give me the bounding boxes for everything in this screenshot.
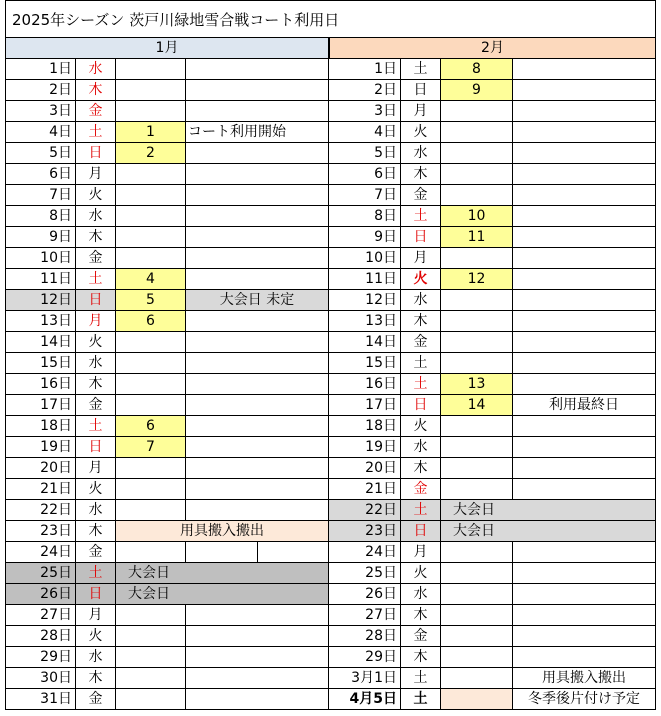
feb-usage-count (441, 101, 513, 122)
feb-weekday-cell: 木 (401, 164, 441, 185)
feb-weekday-cell: 火 (401, 122, 441, 143)
feb-day-cell: 25日 (329, 563, 401, 584)
feb-day-cell: 27日 (329, 605, 401, 626)
jan-usage-count (116, 353, 186, 374)
jan-weekday-cell: 月 (76, 458, 116, 479)
jan-weekday-cell: 火 (76, 479, 116, 500)
jan-day-cell: 6日 (5, 164, 76, 185)
feb-weekday-cell: 月 (401, 542, 441, 563)
feb-weekday-cell: 水 (401, 437, 441, 458)
jan-note-cell (186, 332, 329, 353)
jan-day-cell: 16日 (5, 374, 76, 395)
feb-tournament-cell (441, 521, 656, 542)
feb-day-cell: 16日 (329, 374, 401, 395)
jan-day-cell: 10日 (5, 248, 76, 269)
jan-weekday-cell: 水 (76, 353, 116, 374)
jan-note-cell (186, 227, 329, 248)
jan-day-cell: 19日 (5, 437, 76, 458)
feb-weekday-cell: 水 (401, 290, 441, 311)
feb-note-cell (513, 458, 656, 479)
jan-weekday-cell: 水 (76, 500, 116, 521)
jan-usage-count: 4 (116, 269, 186, 290)
jan-note-cell (186, 353, 329, 374)
jan-day-cell: 17日 (5, 395, 76, 416)
feb-note-cell (513, 626, 656, 647)
jan-note-cell (186, 164, 329, 185)
feb-note-cell (513, 437, 656, 458)
jan-note-cell (186, 374, 329, 395)
feb-usage-count (441, 689, 513, 710)
jan-weekday-cell: 月 (76, 605, 116, 626)
jan-weekday-cell: 土 (76, 122, 116, 143)
feb-usage-count (441, 290, 513, 311)
jan-weekday-cell: 火 (76, 626, 116, 647)
jan-tournament-cell (116, 563, 329, 584)
feb-note-cell (513, 101, 656, 122)
feb-note-cell (513, 122, 656, 143)
feb-note-cell: 用具搬入搬出 (513, 668, 656, 689)
feb-usage-count (441, 605, 513, 626)
jan-weekday-cell: 金 (76, 395, 116, 416)
feb-weekday-cell: 木 (401, 311, 441, 332)
feb-usage-count (441, 563, 513, 584)
jan-usage-count: 7 (116, 437, 186, 458)
jan-day-cell: 4日 (5, 122, 76, 143)
feb-day-cell: 21日 (329, 479, 401, 500)
feb-day-cell: 19日 (329, 437, 401, 458)
feb-usage-count (441, 479, 513, 500)
feb-usage-count: 8 (441, 59, 513, 80)
jan-weekday-cell: 土 (76, 563, 116, 584)
jan-note-cell (186, 689, 329, 710)
feb-weekday-cell: 水 (401, 143, 441, 164)
jan-weekday-cell: 日 (76, 290, 116, 311)
jan-weekday-cell: 水 (76, 647, 116, 668)
feb-day-cell: 7日 (329, 185, 401, 206)
jan-usage-count (116, 227, 186, 248)
feb-usage-count (441, 437, 513, 458)
feb-note-cell: 冬季後片付け予定 (513, 689, 656, 710)
feb-note-cell (513, 542, 656, 563)
jan-usage-count: 1 (116, 122, 186, 143)
jan-note-cell (186, 479, 329, 500)
feb-day-cell: 6日 (329, 164, 401, 185)
feb-day-cell: 28日 (329, 626, 401, 647)
feb-usage-count (441, 416, 513, 437)
jan-usage-count: 6 (116, 311, 186, 332)
feb-weekday-cell: 金 (401, 626, 441, 647)
jan-usage-count (116, 80, 186, 101)
feb-weekday-cell: 水 (401, 584, 441, 605)
feb-weekday-cell: 木 (401, 647, 441, 668)
jan-weekday-cell: 木 (76, 668, 116, 689)
feb-usage-count: 9 (441, 80, 513, 101)
jan-tournament-cell (116, 584, 329, 605)
feb-day-cell: 17日 (329, 395, 401, 416)
jan-weekday-cell: 日 (76, 584, 116, 605)
jan-day-cell: 28日 (5, 626, 76, 647)
jan-usage-count (116, 332, 186, 353)
jan-note-cell (186, 101, 329, 122)
jan-day-cell: 7日 (5, 185, 76, 206)
feb-note-cell (513, 143, 656, 164)
jan-weekday-cell: 木 (76, 80, 116, 101)
jan-day-cell: 13日 (5, 311, 76, 332)
jan-weekday-cell: 土 (76, 416, 116, 437)
jan-usage-count (116, 605, 186, 626)
feb-note-cell (513, 332, 656, 353)
feb-weekday-cell: 土 (401, 59, 441, 80)
feb-weekday-cell: 日 (401, 80, 441, 101)
feb-usage-count (441, 143, 513, 164)
jan-day-cell: 22日 (5, 500, 76, 521)
jan-day-cell: 24日 (5, 542, 76, 563)
feb-day-cell: 12日 (329, 290, 401, 311)
feb-usage-count (441, 122, 513, 143)
feb-day-cell: 23日 (329, 521, 401, 542)
jan-day-cell: 21日 (5, 479, 76, 500)
jan-weekday-cell: 金 (76, 542, 116, 563)
jan-day-cell: 8日 (5, 206, 76, 227)
feb-usage-count: 12 (441, 269, 513, 290)
feb-weekday-cell: 金 (401, 332, 441, 353)
feb-note-cell (513, 311, 656, 332)
jan-day-cell: 1日 (5, 59, 76, 80)
jan-weekday-cell: 日 (76, 143, 116, 164)
jan-note-cell (186, 605, 329, 626)
jan-day-cell: 18日 (5, 416, 76, 437)
jan-equipment-note: 用具搬入搬出 (116, 521, 329, 542)
feb-usage-count (441, 332, 513, 353)
tournament-label: 大会日 (128, 586, 170, 602)
jan-weekday-cell: 木 (76, 521, 116, 542)
feb-weekday-cell: 月 (401, 101, 441, 122)
jan-note-cell (186, 437, 329, 458)
tournament-label: 大会日 (453, 502, 495, 518)
feb-usage-count: 13 (441, 374, 513, 395)
jan-usage-count (116, 458, 186, 479)
feb-usage-count (441, 584, 513, 605)
feb-weekday-cell: 土 (401, 668, 441, 689)
feb-note-cell (513, 647, 656, 668)
feb-weekday-cell: 火 (401, 269, 441, 290)
feb-weekday-cell: 土 (401, 374, 441, 395)
jan-note-cell (186, 458, 329, 479)
feb-note-cell (513, 80, 656, 101)
jan-note-cell (186, 80, 329, 101)
jan-day-cell: 11日 (5, 269, 76, 290)
jan-usage-count (116, 647, 186, 668)
sheet-title: 2025年シーズン 茨戸川緑地雪合戦コート利用日 (5, 0, 656, 38)
feb-note-cell (513, 206, 656, 227)
jan-usage-count: 5 (116, 290, 186, 311)
jan-day-cell: 23日 (5, 521, 76, 542)
jan-usage-count (116, 668, 186, 689)
feb-day-cell: 20日 (329, 458, 401, 479)
feb-day-cell: 14日 (329, 332, 401, 353)
feb-day-cell: 15日 (329, 353, 401, 374)
feb-note-cell (513, 164, 656, 185)
jan-day-cell: 9日 (5, 227, 76, 248)
jan-note-cell (186, 500, 329, 521)
feb-weekday-cell: 火 (401, 563, 441, 584)
feb-day-cell: 4月5日 (329, 689, 401, 710)
jan-day-cell: 29日 (5, 647, 76, 668)
feb-usage-count: 14 (441, 395, 513, 416)
jan-note-cell (186, 143, 329, 164)
jan-note-cell (186, 626, 329, 647)
jan-day-cell: 27日 (5, 605, 76, 626)
jan-day-cell: 2日 (5, 80, 76, 101)
jan-day-cell: 20日 (5, 458, 76, 479)
feb-weekday-cell: 木 (401, 458, 441, 479)
feb-day-cell: 5日 (329, 143, 401, 164)
jan-day-cell: 3日 (5, 101, 76, 122)
jan-day-cell: 31日 (5, 689, 76, 710)
jan-day-cell: 26日 (5, 584, 76, 605)
jan-usage-count (116, 164, 186, 185)
jan-day-cell: 12日 (5, 290, 76, 311)
jan-weekday-cell: 木 (76, 227, 116, 248)
feb-usage-count (441, 185, 513, 206)
feb-usage-count: 11 (441, 227, 513, 248)
feb-day-cell: 29日 (329, 647, 401, 668)
feb-note-cell (513, 269, 656, 290)
feb-day-cell: 11日 (329, 269, 401, 290)
feb-tournament-cell (441, 500, 656, 521)
feb-weekday-cell: 月 (401, 248, 441, 269)
jan-note-cell (186, 206, 329, 227)
feb-usage-count (441, 311, 513, 332)
jan-note-cell (186, 269, 329, 290)
jan-usage-count (116, 101, 186, 122)
feb-day-cell: 3月1日 (329, 668, 401, 689)
jan-note-cell: コート利用開始 (186, 122, 329, 143)
feb-day-cell: 9日 (329, 227, 401, 248)
jan-note-cell (186, 59, 329, 80)
feb-usage-count (441, 248, 513, 269)
feb-weekday-cell: 日 (401, 521, 441, 542)
feb-weekday-cell: 土 (401, 689, 441, 710)
feb-usage-count (441, 647, 513, 668)
feb-day-cell: 26日 (329, 584, 401, 605)
feb-usage-count (441, 458, 513, 479)
jan-day-cell: 25日 (5, 563, 76, 584)
feb-note-cell (513, 605, 656, 626)
feb-note-cell (513, 290, 656, 311)
feb-day-cell: 10日 (329, 248, 401, 269)
feb-day-cell: 3日 (329, 101, 401, 122)
feb-note-cell (513, 227, 656, 248)
jan-note-cell (186, 311, 329, 332)
jan-day-cell: 15日 (5, 353, 76, 374)
jan-note-cell: 大会日 未定 (186, 290, 329, 311)
jan-usage-count (116, 374, 186, 395)
feb-weekday-cell: 日 (401, 395, 441, 416)
jan-usage-count: 6 (116, 416, 186, 437)
feb-note-cell (513, 248, 656, 269)
feb-note-cell (513, 353, 656, 374)
feb-usage-count (441, 542, 513, 563)
jan-day-cell: 30日 (5, 668, 76, 689)
jan-day-cell: 14日 (5, 332, 76, 353)
jan-usage-count (116, 626, 186, 647)
jan-weekday-cell: 金 (76, 101, 116, 122)
feb-day-cell: 13日 (329, 311, 401, 332)
feb-weekday-cell: 金 (401, 185, 441, 206)
jan-weekday-cell: 月 (76, 164, 116, 185)
jan-usage-count: 2 (116, 143, 186, 164)
feb-usage-count (441, 668, 513, 689)
feb-day-cell: 18日 (329, 416, 401, 437)
feb-note-cell (513, 584, 656, 605)
tournament-label: 大会日 (453, 523, 495, 539)
feb-note-cell (513, 185, 656, 206)
jan-weekday-cell: 水 (76, 206, 116, 227)
feb-usage-count (441, 353, 513, 374)
feb-note-cell (513, 479, 656, 500)
feb-note-cell (513, 374, 656, 395)
month-header-february: 2月 (329, 38, 656, 59)
jan-weekday-cell: 日 (76, 437, 116, 458)
feb-weekday-cell: 木 (401, 605, 441, 626)
jan-weekday-cell: 木 (76, 374, 116, 395)
jan-note-cell (186, 395, 329, 416)
jan-usage-count (116, 185, 186, 206)
feb-day-cell: 24日 (329, 542, 401, 563)
feb-day-cell: 8日 (329, 206, 401, 227)
feb-note-cell (513, 59, 656, 80)
feb-weekday-cell: 日 (401, 227, 441, 248)
jan-usage-count (116, 206, 186, 227)
feb-weekday-cell: 火 (401, 416, 441, 437)
jan-note-cell (186, 668, 329, 689)
jan-usage-count (116, 689, 186, 710)
feb-usage-count: 10 (441, 206, 513, 227)
jan-usage-count (116, 542, 186, 563)
jan-usage-count (116, 500, 186, 521)
jan-usage-count (116, 59, 186, 80)
jan-weekday-cell: 金 (76, 248, 116, 269)
jan-weekday-cell: 火 (76, 185, 116, 206)
jan-weekday-cell: 土 (76, 269, 116, 290)
month-header-january: 1月 (5, 38, 329, 59)
jan-note-cell (186, 248, 329, 269)
feb-day-cell: 2日 (329, 80, 401, 101)
jan-usage-count (116, 395, 186, 416)
jan-usage-count (116, 248, 186, 269)
jan-note-cell (186, 185, 329, 206)
feb-day-cell: 4日 (329, 122, 401, 143)
feb-weekday-cell: 土 (401, 353, 441, 374)
feb-day-cell: 22日 (329, 500, 401, 521)
feb-weekday-cell: 金 (401, 479, 441, 500)
feb-note-cell: 利用最終日 (513, 395, 656, 416)
jan-weekday-cell: 金 (76, 689, 116, 710)
jan-weekday-cell: 火 (76, 332, 116, 353)
jan-usage-count (116, 479, 186, 500)
tournament-label: 大会日 (128, 565, 170, 581)
jan-weekday-cell: 水 (76, 59, 116, 80)
feb-weekday-cell: 土 (401, 206, 441, 227)
feb-note-cell (513, 563, 656, 584)
jan-day-cell: 5日 (5, 143, 76, 164)
feb-day-cell: 1日 (329, 59, 401, 80)
cell-divider (257, 542, 258, 563)
jan-weekday-cell: 月 (76, 311, 116, 332)
feb-usage-count (441, 164, 513, 185)
feb-usage-count (441, 626, 513, 647)
feb-weekday-cell: 土 (401, 500, 441, 521)
jan-note-cell (186, 647, 329, 668)
feb-note-cell (513, 416, 656, 437)
jan-note-cell (186, 416, 329, 437)
